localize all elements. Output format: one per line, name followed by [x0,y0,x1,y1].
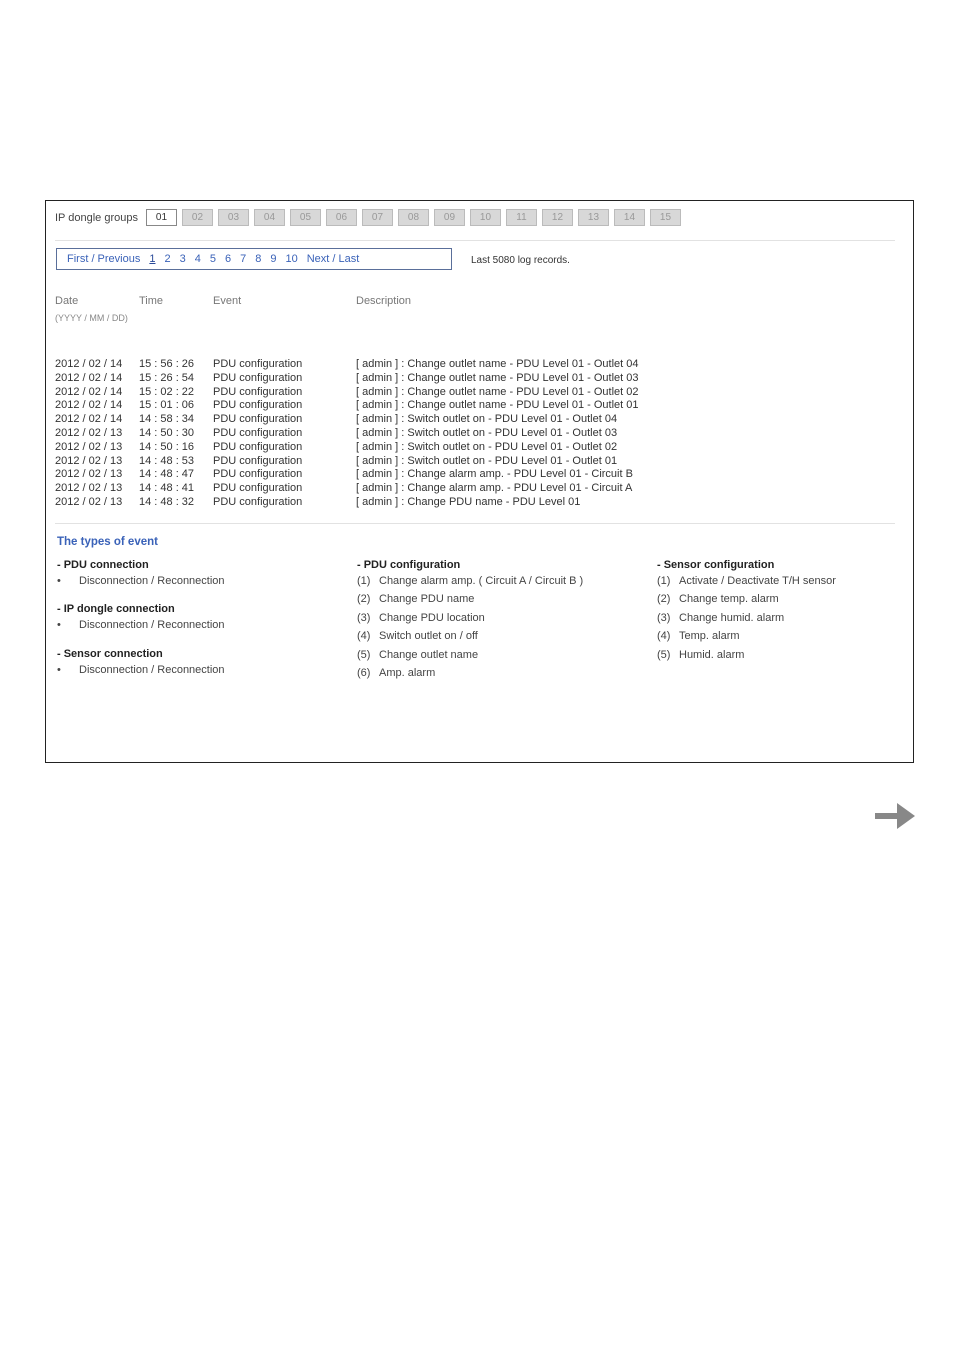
list-item: (2) Change PDU name [357,593,475,606]
cell-description: [ admin ] : Change outlet name - PDU Level 01 - Outlet 01 [356,399,639,412]
header-date: Date [55,295,79,307]
cell-date: 2012 / 02 / 14 [55,399,123,412]
event-types-title: The types of event [57,536,158,548]
cell-description: [ admin ] : Switch outlet on - PDU Level 01 - Outlet 03 [356,426,618,439]
cell-time: 15 : 26 : 54 [139,371,195,384]
page-link-5[interactable]: 5 [209,253,216,265]
divider [55,240,895,241]
header-event: Event [213,295,242,307]
list-item: (1) Change alarm amp. ( Circuit A / Circuit B ) [357,575,584,587]
group-button-09[interactable]: 09 [434,209,465,226]
group-button-02[interactable]: 02 [182,209,213,226]
arrow-right-icon [873,800,917,832]
group-button-11[interactable]: 11 [506,209,537,226]
ip-dongle-groups-label: IP dongle groups [55,211,138,224]
page-link-4[interactable]: 4 [194,253,201,265]
cell-time: 14 : 50 : 16 [139,440,195,453]
cell-event: PDU configuration [213,413,303,426]
pdu-configuration-title: - PDU configuration [357,559,461,571]
cell-description: [ admin ] : Switch outlet on - PDU Level 01 - Outlet 04 [356,413,618,426]
group-button-12[interactable]: 12 [542,209,573,226]
header-date-format: (YYYY / MM / DD) [55,313,128,323]
records-count: Last 5080 log records. [471,255,570,266]
list-item: • Disconnection / Reconnection [57,575,225,587]
ip-dongle-groups [55,209,686,226]
cell-description: [ admin ] : Change outlet name - PDU Level 01 - Outlet 03 [356,371,639,384]
cell-time: 14 : 58 : 34 [139,413,195,426]
pdu-connection-title: - PDU connection [57,559,149,571]
cell-time: 14 : 48 : 32 [139,495,195,508]
cell-event: PDU configuration [213,482,303,495]
page-link-6[interactable]: 6 [224,253,232,265]
cell-description: [ admin ] : Change alarm amp. - PDU Level 01 - Circuit B [356,468,633,481]
cell-time: 15 : 56 : 26 [139,358,195,370]
pagination [56,248,452,270]
list-item: (3) Change PDU location [357,611,485,624]
group-button-06[interactable]: 06 [326,209,357,226]
group-button-03[interactable]: 03 [218,209,249,226]
cell-event: PDU configuration [213,426,303,439]
first-previous-link[interactable]: First / Previous [67,253,141,265]
cell-event: PDU configuration [213,468,303,481]
list-item: (6) Amp. alarm [357,666,436,679]
group-button-05[interactable]: 05 [290,209,321,226]
list-item: (4) Temp. alarm [657,630,740,643]
cell-description: [ admin ] : Change outlet name - PDU Level 01 - Outlet 04 [356,358,639,370]
cell-time: 14 : 48 : 53 [139,454,195,467]
cell-date: 2012 / 02 / 13 [55,482,123,495]
list-item: (4) Switch outlet on / off [357,630,478,643]
cell-event: PDU configuration [213,358,303,370]
sensor-configuration-column [657,557,836,665]
sensor-connection-title: - Sensor connection [57,647,163,660]
cell-date: 2012 / 02 / 14 [55,385,123,398]
page-link-1[interactable]: 1 [149,253,156,265]
cell-date: 2012 / 02 / 13 [55,454,123,467]
cell-description: [ admin ] : Change PDU name - PDU Level 01 [356,495,581,508]
page-link-8[interactable]: 8 [255,253,262,265]
cell-description: [ admin ] : Change outlet name - PDU Level 01 - Outlet 02 [356,385,639,398]
group-button-07[interactable]: 07 [362,209,393,226]
page-link-2[interactable]: 2 [164,253,171,265]
pdu-configuration-column [357,557,583,683]
group-button-13[interactable]: 13 [578,209,609,226]
cell-event: PDU configuration [213,454,303,467]
connection-types-column [57,557,225,680]
page-link-9[interactable]: 9 [270,253,277,265]
list-item: (5) Change outlet name [357,648,479,661]
cell-date: 2012 / 02 / 13 [55,440,123,453]
list-item: • Disconnection / Reconnection [57,619,225,632]
group-button-14[interactable]: 14 [614,209,645,226]
page-link-3[interactable]: 3 [179,253,186,265]
cell-time: 15 : 02 : 22 [139,385,195,398]
next-last-link[interactable]: Next / Last [306,253,360,265]
list-item: • Disconnection / Reconnection [57,663,225,676]
cell-event: PDU configuration [213,399,303,412]
cell-date: 2012 / 02 / 13 [55,426,123,439]
cell-description: [ admin ] : Change alarm amp. - PDU Level 01 - Circuit A [356,482,633,495]
list-item: (1) Activate / Deactivate T/H sensor [657,575,836,587]
cell-date: 2012 / 02 / 14 [55,371,123,384]
bullet-icon: • [57,619,61,632]
cell-date: 2012 / 02 / 14 [55,413,123,426]
cell-time: 14 : 48 : 41 [139,482,195,495]
list-item: (5) Humid. alarm [657,648,745,661]
cell-date: 2012 / 02 / 13 [55,495,123,508]
divider [55,523,895,524]
bullet-icon: • [57,663,61,676]
list-item: (2) Change temp. alarm [657,593,779,606]
cell-time: 14 : 48 : 47 [139,468,195,481]
cell-event: PDU configuration [213,385,303,398]
ip-dongle-connection-title: - IP dongle connection [57,603,175,616]
page-link-10[interactable]: 10 [285,253,298,265]
group-button-08[interactable]: 08 [398,209,429,226]
group-button-10[interactable]: 10 [470,209,501,226]
group-button-15[interactable]: 15 [650,209,681,226]
cell-event: PDU configuration [213,440,303,453]
list-item: (3) Change humid. alarm [657,611,785,624]
cell-date: 2012 / 02 / 13 [55,468,123,481]
sensor-configuration-title: - Sensor configuration [657,559,775,571]
group-button-01[interactable]: 01 [146,209,177,226]
cell-event: PDU configuration [213,495,303,508]
cell-date: 2012 / 02 / 14 [55,358,123,370]
cell-time: 14 : 50 : 30 [139,426,195,439]
header-time: Time [139,295,164,307]
event-log-panel [45,200,914,763]
cell-description: [ admin ] : Switch outlet on - PDU Level 01 - Outlet 02 [356,440,618,453]
cell-event: PDU configuration [213,371,303,384]
header-description: Description [356,295,412,307]
page-link-7[interactable]: 7 [240,253,247,265]
cell-description: [ admin ] : Switch outlet on - PDU Level 01 - Outlet 01 [356,454,618,467]
bullet-icon: • [57,575,61,587]
group-button-04[interactable]: 04 [254,209,285,226]
cell-time: 15 : 01 : 06 [139,399,195,412]
